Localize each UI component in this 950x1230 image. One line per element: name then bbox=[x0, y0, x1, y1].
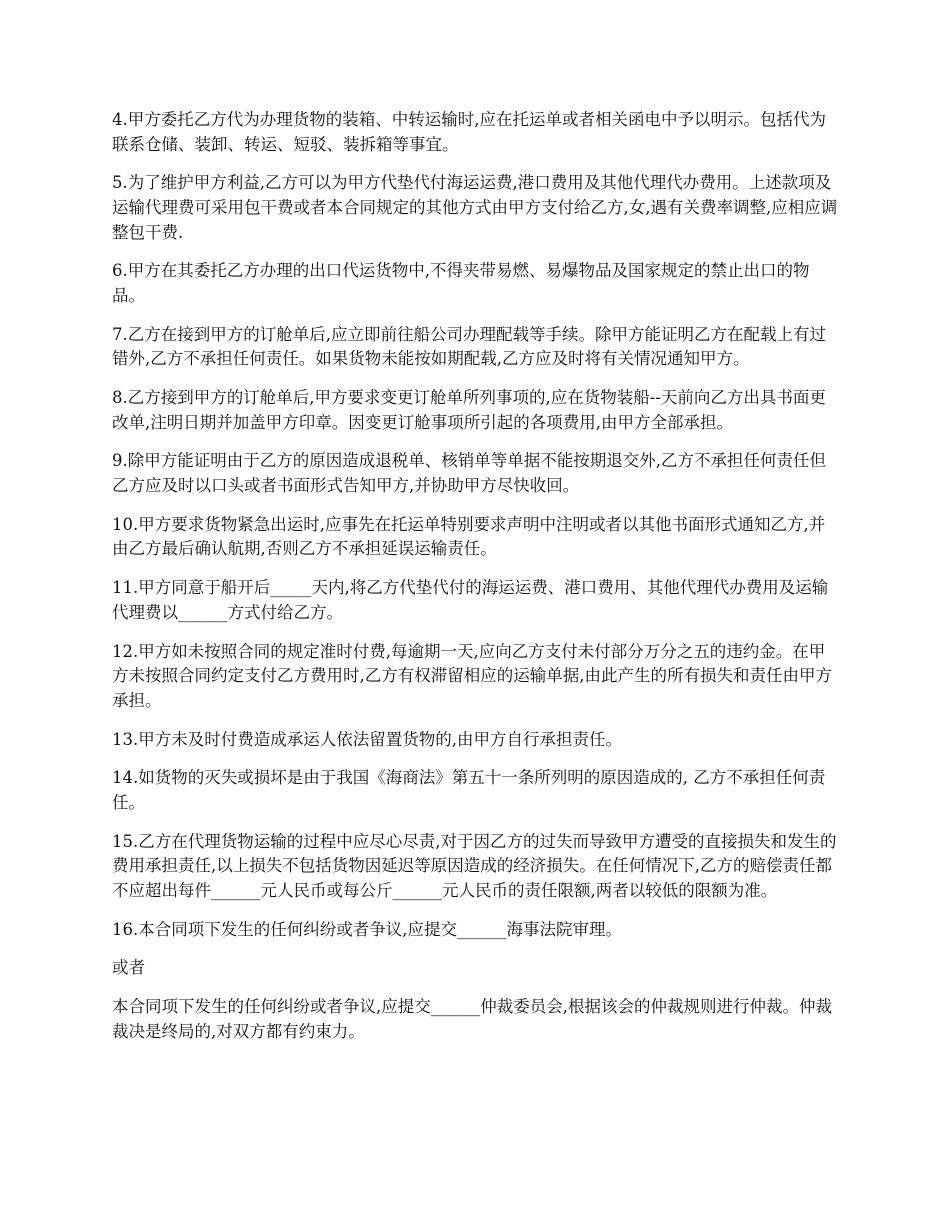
clause-4: 4.甲方委托乙方代为办理货物的装箱、中转运输时,应在托运单或者相关函电中予以明示。包括代为联系仓储、装卸、转运、短驳、装拆箱等事宜。 bbox=[112, 110, 826, 154]
clause-16-alternative: 本合同项下发生的任何纠纷或者争议,应提交______仲裁委员会,根据该会的仲裁规则进行仲裁。仲裁裁决是终局的,对双方都有约束力。 bbox=[112, 997, 832, 1041]
clause-16: 16.本合同项下发生的任何纠纷或者争议,应提交______海事法院审理。 bbox=[112, 919, 622, 939]
clause-10: 10.甲方要求货物紧急出运时,应事先在托运单特别要求声明中注明或者以其他书面形式通知乙方,并由乙方最后确认航期,否则乙方不承担延误运输责任。 bbox=[112, 514, 826, 559]
clause-14: 14.如货物的灭失或损坏是由于我国《海商法》第五十一条所列明的原因造成的, 乙方不承担任何责任。 bbox=[112, 768, 826, 812]
clause-12: 12.甲方如未按照合同的规定准时付费,每逾期一天,应向乙方支付未付部分万分之五的违约金。在甲方未按照合同约定支付乙方费用时,乙方有权滞留相应的运输单据,由此产生的所有损失和责任由甲方承担。 bbox=[112, 641, 832, 710]
clause-13: 13.甲方未及时付费造成承运人依法留置货物的,由甲方自行承担责任。 bbox=[112, 729, 622, 749]
document-page bbox=[112, 108, 840, 1059]
clause-5: 5.为了维护甲方利益,乙方可以为甲方代垫代付海运运费,港口费用及其他代理代办费用。上述款项及运输代理费可采用包干费或者本合同规定的其他方式由甲方支付给乙方,女,遇有关费率调整,应相应调整包干费. bbox=[112, 173, 838, 242]
clause-7: 7.乙方在接到甲方的订舱单后,应立即前往船公司办理配载等手续。除甲方能证明乙方在配载上有过错外,乙方不承担任何责任。如果货物未能按如期配载,乙方应及时将有关情况通知甲方。 bbox=[112, 324, 826, 369]
clause-6: 6.甲方在其委托乙方办理的出口代运货物中,不得夹带易燃、易爆物品及国家规定的禁止出口的物品。 bbox=[112, 261, 810, 305]
clause-15: 15.乙方在代理货物运输的过程中应尽心尽责,对于因乙方的过失而导致甲方遭受的直接损失和发生的费用承担责任,以上损失不包括货物因延迟等原因造成的经济损失。在任何情况下,乙方的赔偿责任都不应超出每件______元人民币或每公斤______元人民币的责任限额,两者以较低的限额为准。 bbox=[112, 831, 837, 900]
or-separator: 或者 bbox=[112, 958, 145, 978]
clause-8: 8.乙方接到甲方的订舱单后,甲方要求变更订舱单所列事项的,应在货物装船--天前向乙方出具书面更改单,注明日期并加盖甲方印章。因变更订舱事项所引起的各项费用,由甲方全部承担。 bbox=[112, 388, 826, 432]
clause-11: 11.甲方同意于船开后_____天内,将乙方代垫代付的海运运费、港口费用、其他代理代办费用及运输代理费以______方式付给乙方。 bbox=[112, 578, 829, 622]
clause-9: 9.除甲方能证明由于乙方的原因造成退税单、核销单等单据不能按期退交外,乙方不承担任何责任但乙方应及时以口头或者书面形式告知甲方,并协助甲方尽快收回。 bbox=[112, 451, 826, 496]
